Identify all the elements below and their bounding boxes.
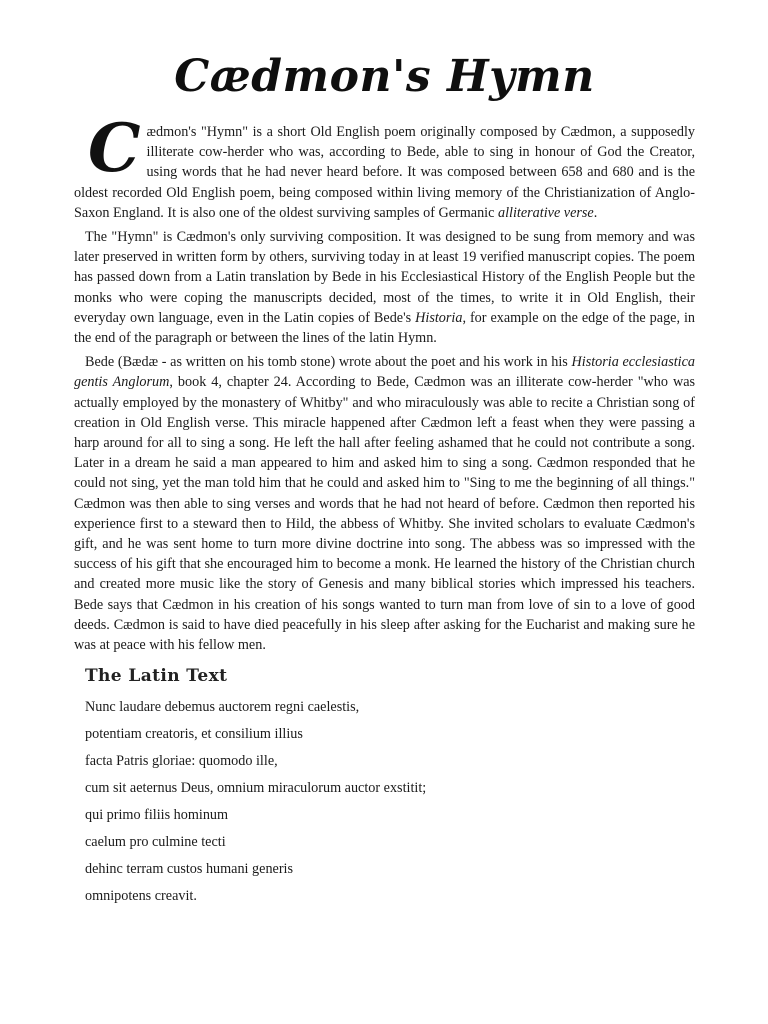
bede-text: Bede (Bædæ - as written on his tomb stone) wrote about the poet and his work in his [85, 354, 572, 371]
verse-line: dehinc terram custos humani generis [85, 861, 294, 878]
drop-cap: C [88, 109, 141, 187]
verse-line: Nunc laudare debemus auctorem regni caelestis, [85, 699, 360, 716]
bede-paragraph [74, 352, 695, 655]
latin-verse-list [74, 694, 695, 910]
bede-text-end: , book 4, chapter 24. According to Bede, Cædmon was an illiterate cow-herder "who was actually employed by the monastery of Whitby" and who miraculously was able to recite a Christian song of creation in Old English verse. This miracle happened after Cædmon left a feast when they were passing a harp around for all to sing a song. He left the hall after feeling ashamed that he could not contribute a song. Later in a dream he said a man appeared to him and asked him to sing a song. Cædmon responded that he could not sing, yet the man told him that he could and asked him to "Sing to me the beginning of all things." Cædmon was then able to sing verses and words that he had not heard of before. Cædmon then reported his experience first to a steward then to Hild, the abbess of Whitby. She invited scholars to evaluate Cædmon's gift, and he was sent home to turn more divine doctrine into song. The abbess was so impressed with the success of his gift that she encouraged him to become a monk. He learned the history of the Christian church and created more music like the story of Genesis and many biblical stories which impressed his teachers. Bede says that Cædmon in his creation of his songs wanted to turn man from love of sin to a love of good deeds. Cædmon is said to have died peacefully in his sleep after asking for the Eucharist and making sure he was at peace with his fellow men. [74, 374, 696, 654]
hymn-emphasis: Historia [415, 309, 463, 326]
verse-line: qui primo filiis hominum [85, 807, 229, 824]
intro-text-end: . [593, 204, 598, 221]
verse-line: facta Patris gloriae: quomodo ille, [85, 753, 278, 770]
document-page [74, 48, 695, 910]
intro-paragraph [74, 109, 695, 223]
intro-text: ædmon's "Hymn" is a short Old English poem originally composed by Cædmon, a supposedly illiterate cow-herder who was, according to Bede, able to sing in honour of God the Creator, using words that he had never heard before. It was composed between 658 and 680 and is the oldest recorded Old English poem, being composed within living memory of the Christianization of Anglo-Saxon England. It is also one of the oldest surviving samples of Germanic [74, 124, 695, 221]
hymn-paragraph [74, 227, 695, 348]
latin-text-heading: The Latin Text [85, 666, 228, 687]
hymn-text-end: , for example on the edge of the page, in the end of the paragraph or between the lines of the latin Hymn. [74, 309, 696, 347]
intro-emphasis: alliterative verse [497, 204, 594, 221]
verse-line: omnipotens creavit. [85, 888, 197, 905]
verse-line: potentiam creatoris, et consilium illius [85, 726, 303, 743]
page-title: Cædmon's Hymn [174, 51, 595, 102]
verse-line: caelum pro culmine tecti [85, 834, 226, 851]
verse-line: cum sit aeternus Deus, omnium miraculorum auctor exstitit; [85, 780, 427, 797]
bede-emphasis: Historia ecclesiastica gentis Anglorum [74, 354, 695, 391]
hymn-text: The "Hymn" is Cædmon's only surviving composition. It was designed to be sung from memory and was later preserved in written form by others, surviving today in at least 19 verified manuscript copies. The poem has passed down from a Latin translation by Bede in his Ecclesiastical History of the English People but the monks who were coping the manuscripts decided, most of the times, to write it in Old English, their everyday own language, even in the Latin copies of Bede's [74, 229, 695, 326]
